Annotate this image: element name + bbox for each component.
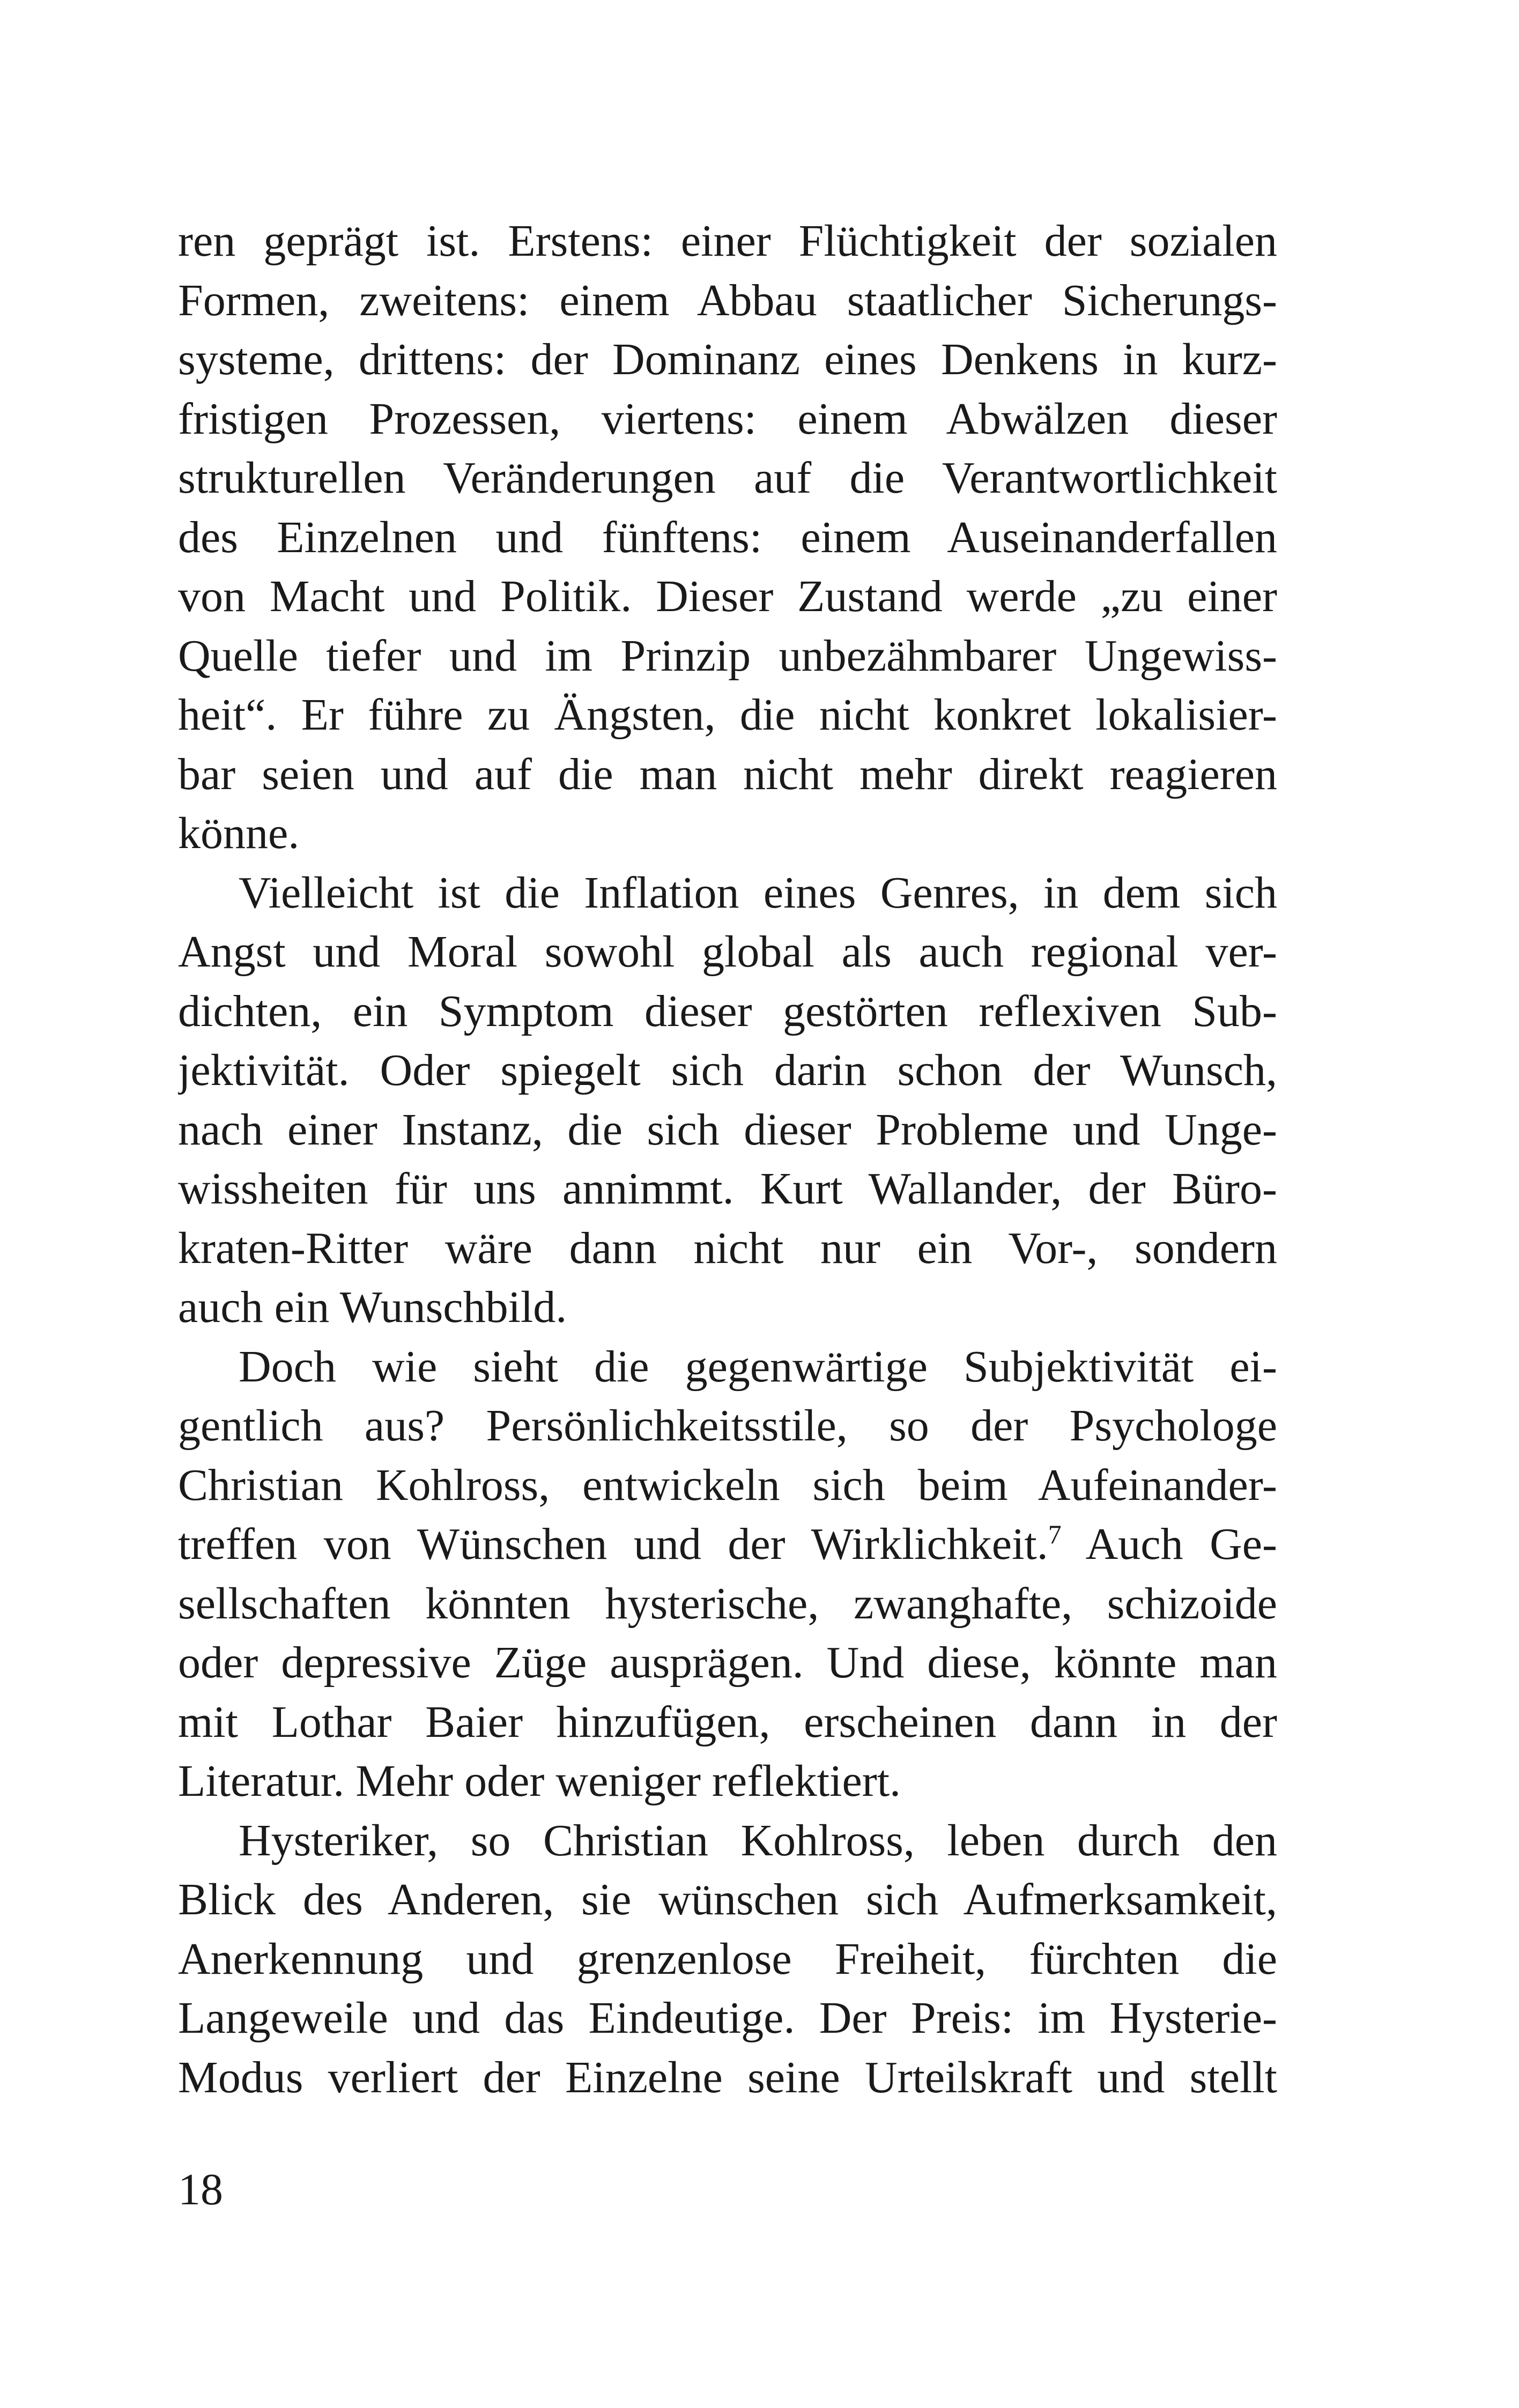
text-line: Langeweile und das Eindeutige. Der Preis: im Hysterie- (178, 1993, 1277, 2043)
text-line: von Macht und Politik. Dieser Zustand werde „zu einer (178, 571, 1277, 621)
text-line: Quelle tiefer und im Prinzip unbezähmbarer Ungewiss- (178, 630, 1277, 681)
text-line: oder depressive Züge ausprägen. Und diese, könnte man (178, 1638, 1277, 1688)
text-line: Blick des Anderen, sie wünschen sich Aufmerksamkeit, (178, 1875, 1277, 1924)
text-line: systeme, drittens: der Dominanz eines Denkens in kurz- (178, 335, 1277, 384)
text-line: gentlich aus? Persönlichkeitsstile, so der Psychologe (178, 1401, 1277, 1451)
text-line: kraten-Ritter wäre dann nicht nur ein Vor-, sondern (178, 1223, 1277, 1273)
text-line: sellschaften könnten hysterische, zwanghafte, schizoide (178, 1578, 1277, 1629)
text-line: des Einzelnen und fünftens: einem Auseinanderfallen (178, 512, 1277, 562)
text-line: fristigen Prozessen, viertens: einem Abwälzen dieser (178, 393, 1277, 444)
text-line: wissheiten für uns annimmt. Kurt Wallander, der Büro- (178, 1164, 1277, 1214)
text-line: Anerkennung und grenzenlose Freiheit, fürchten die (178, 1934, 1277, 1984)
text-line: ren geprägt ist. Erstens: einer Flüchtigkeit der sozialen (178, 216, 1277, 266)
text-line: bar seien und auf die man nicht mehr direkt reagieren (178, 749, 1277, 799)
text-segment: Auch Ge- (1061, 1519, 1277, 1569)
page-number: 18 (178, 2165, 223, 2214)
text-line: Christian Kohlross, entwickeln sich beim Aufeinander- (178, 1460, 1277, 1510)
text-line: nach einer Instanz, die sich dieser Probleme und Unge- (178, 1104, 1277, 1155)
text-line: Modus verliert der Einzelne seine Urteilskraft und stellt (178, 2052, 1277, 2102)
text-segment: treffen von Wünschen und der Wirklichkeit. (178, 1519, 1048, 1569)
text-line: auch ein Wunschbild. (178, 1282, 567, 1332)
footnote-reference: 7 (1048, 1519, 1062, 1549)
text-line: Formen, zweitens: einem Abbau staatlicher Sicherungs- (178, 275, 1277, 325)
text-line: jektivität. Oder spiegelt sich darin schon der Wunsch, (178, 1045, 1277, 1095)
text-line: Angst und Moral sowohl global als auch regional ver- (178, 927, 1277, 977)
text-line (178, 1515, 1277, 1574)
text-line: strukturellen Veränderungen auf die Verantwortlichkeit (178, 453, 1277, 503)
text-line: Vielleicht ist die Inflation eines Genres, in dem sich (239, 867, 1277, 918)
text-line: Doch wie sieht die gegenwärtige Subjektivität ei- (239, 1341, 1277, 1392)
text-line: könne. (178, 808, 300, 858)
text-line: Hysteriker, so Christian Kohlross, leben durch den (239, 1815, 1277, 1866)
text-line: dichten, ein Symptom dieser gestörten reflexiven Sub- (178, 986, 1277, 1036)
text-line: Literatur. Mehr oder weniger reflektiert. (178, 1756, 901, 1806)
text-line: heit“. Er führe zu Ängsten, die nicht konkret lokalisier- (178, 690, 1277, 740)
text-line: mit Lothar Baier hinzufügen, erscheinen dann in der (178, 1697, 1277, 1747)
body-text (178, 212, 1277, 2107)
